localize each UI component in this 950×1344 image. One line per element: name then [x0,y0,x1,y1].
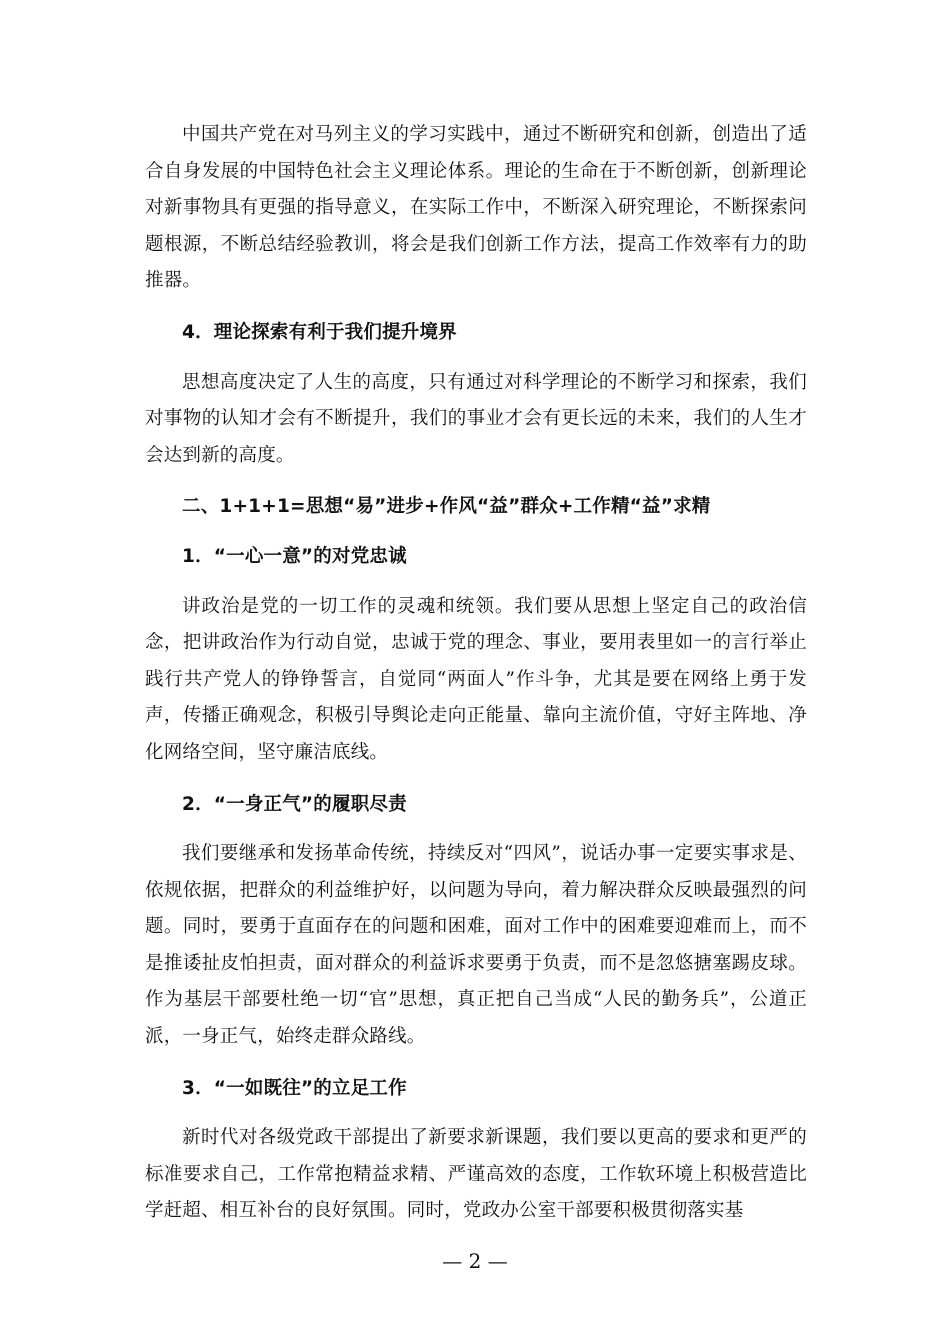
section-heading: 1．“一心一意”的对党忠诚 [182,545,407,567]
page-number: — 2 — [442,1249,508,1273]
paragraph: 中国共产党在对马列主义的学习实践中，通过不断研究和创新，创造出了适合自身发展的中国特色社会主义理论体系。理论的生命在于不断创新，创新理论对新事物具有更强的指导意义，在实际工作中，不断深入研究理论，不断探索问题根源，不断总结经验教训，将会是我们创新工作方法，提高工作效率有力的助推器。 [145,124,807,292]
document-body [145,117,807,1230]
chapter-heading: 二、1+1+1=思想“易”进步+作风“益”群众+工作精“益”求精 [182,496,711,518]
paragraph: 思想高度决定了人生的高度，只有通过对科学理论的不断学习和探索，我们对事物的认知才会有不断提升，我们的事业才会有更长远的未来，我们的人生才会达到新的高度。 [145,371,807,466]
paragraph: 我们要继承和发扬革命传统，持续反对“四风”，说话办事一定要实事求是、依规依据，把群众的利益维护好，以问题为导向，着力解决群众反映最强烈的问题。同时，要勇于直面存在的问题和困难，面对工作中的困难要迎难而上，而不是推诿扯皮怕担责，面对群众的利益诉求要勇于负责，而不是忽悠搪塞踢皮球。作为基层干部要杜绝一切“官”思想，真正把自己当成“人民的勤务兵”，公道正派，一身正气，始终走群众路线。 [145,843,807,1048]
paragraph: 新时代对各级党政干部提出了新要求新课题，我们要以更高的要求和更严的标准要求自己，工作常抱精益求精、严谨高效的态度，工作软环境上积极营造比学赶超、相互补台的良好氛围。同时，党政办公室干部要积极贯彻落实基 [145,1127,807,1222]
section-heading: 4．理论探索有利于我们提升境界 [182,321,457,343]
paragraph: 讲政治是党的一切工作的灵魂和统领。我们要从思想上坚定自己的政治信念，把讲政治作为行动自觉，忠诚于党的理念、事业，要用表里如一的言行举止践行共产党人的铮铮誓言，自觉同“两面人”作斗争，尤其是要在网络上勇于发声，传播正确观念，积极引导舆论走向正能量、靠向主流价值，守好主阵地、净化网络空间，坚守廉洁底线。 [145,595,807,763]
section-heading: 2．“一身正气”的履职尽责 [182,793,407,815]
section-heading: 3．“一如既往”的立足工作 [182,1077,407,1099]
